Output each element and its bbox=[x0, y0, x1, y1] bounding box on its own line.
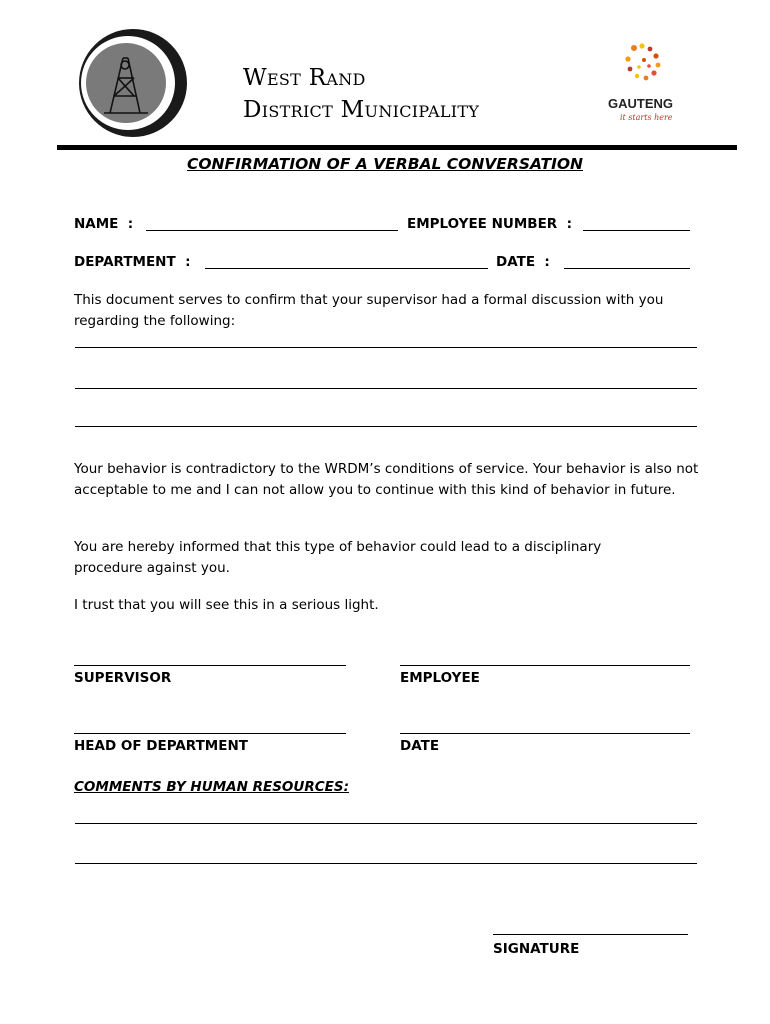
gauteng-dots-icon bbox=[604, 40, 694, 95]
warning-paragraph: You are hereby informed that this type of behavior could lead to a disciplinary procedure against you. bbox=[74, 539, 602, 576]
gauteng-name: GAUTENG bbox=[608, 96, 673, 111]
name-field[interactable] bbox=[146, 216, 398, 231]
employee-signature-line[interactable] bbox=[400, 653, 690, 666]
municipality-title bbox=[243, 62, 479, 126]
date-signature-label: DATE bbox=[400, 738, 440, 754]
hr-comment-line-2[interactable] bbox=[75, 863, 697, 864]
signature-label: SIGNATURE bbox=[493, 941, 580, 957]
gauteng-tagline: it starts here bbox=[620, 113, 673, 122]
employee-label: EMPLOYEE bbox=[400, 670, 480, 686]
head-of-department-signature-line[interactable] bbox=[74, 721, 346, 734]
department-label: DEPARTMENT : bbox=[74, 254, 191, 270]
discussion-line-3[interactable] bbox=[75, 426, 697, 427]
name-label: NAME : bbox=[74, 216, 134, 232]
employee-number-field[interactable] bbox=[583, 216, 690, 231]
header-divider bbox=[57, 145, 737, 150]
closing-paragraph: I trust that you will see this in a serious light. bbox=[74, 597, 379, 613]
date-label: DATE : bbox=[496, 254, 550, 270]
hr-comment-line-1[interactable] bbox=[75, 823, 697, 824]
intro-paragraph: This document serves to confirm that your supervisor had a formal discussion with you regarding the following: bbox=[74, 292, 664, 329]
supervisor-signature-line[interactable] bbox=[74, 653, 346, 666]
behavior-paragraph: Your behavior is contradictory to the WRDM’s conditions of service. Your behavior is also not acceptable to me and I can not allow you to continue with this kind of behavior in future. bbox=[74, 461, 699, 498]
municipality-title-line2: District Municipality bbox=[243, 97, 480, 123]
head-of-department-label: HEAD OF DEPARTMENT bbox=[74, 738, 248, 754]
discussion-line-2[interactable] bbox=[75, 388, 697, 389]
municipality-title-line1: West Rand bbox=[243, 65, 366, 91]
document-title: CONFIRMATION OF A VERBAL CONVERSATION bbox=[187, 155, 583, 173]
date-field[interactable] bbox=[564, 254, 690, 269]
wrdm-logo bbox=[78, 28, 188, 138]
employee-number-label: EMPLOYEE NUMBER : bbox=[407, 216, 572, 232]
hr-signature-line[interactable] bbox=[493, 922, 688, 935]
date-signature-line[interactable] bbox=[400, 721, 690, 734]
discussion-line-1[interactable] bbox=[75, 347, 697, 348]
gauteng-logo bbox=[604, 40, 694, 128]
hr-comments-heading: COMMENTS BY HUMAN RESOURCES: bbox=[74, 779, 349, 795]
department-field[interactable] bbox=[205, 254, 488, 269]
supervisor-label: SUPERVISOR bbox=[74, 670, 172, 686]
